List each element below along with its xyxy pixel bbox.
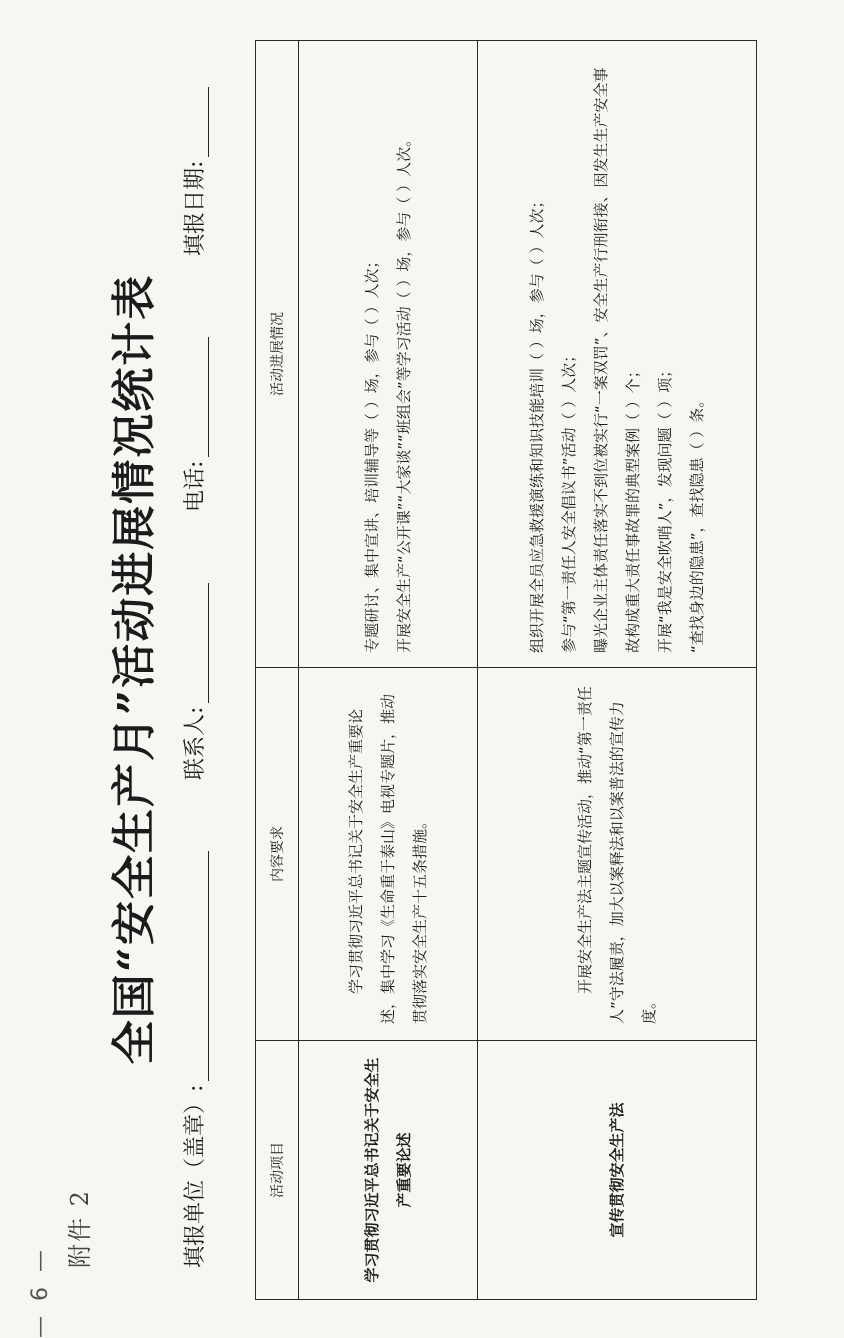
progress-table xyxy=(255,40,757,1300)
requirement-cell: 学习贯彻习近平总书记关于安全生产重要论述，集中学习《生命重于泰山》电视专题片，推动贯彻落实安全生产十五条措施。 xyxy=(299,668,478,1041)
page-title: 全国“安全生产月”活动进展情况统计表 xyxy=(109,273,160,1065)
table-header-row xyxy=(256,41,299,1300)
unit-blank[interactable] xyxy=(184,851,209,1081)
progress-line: 开展“我是安全吹哨人”，发现问题（ ）项； xyxy=(656,362,674,653)
contact-field xyxy=(178,583,209,780)
progress-line: 开展安全生产“公开课”“大家谈”“班组会”等学习活动（ ）场，参与（ ）人次。 xyxy=(395,131,413,653)
activity-item-cell: 学习贯彻习近平总书记关于安全生产重要论述 xyxy=(299,1041,478,1300)
attachment-label: 附件 2 xyxy=(66,1189,94,1268)
progress-line: 专题研讨、集中宣讲、培训辅导等（ ）场，参与（ ）人次； xyxy=(363,253,381,653)
requirement-cell: 开展安全生产法主题宣传活动，推动“第一责任人”守法履责，加大以案释法和以案普法的宣传力度。 xyxy=(478,668,757,1041)
progress-line: “查找身边的隐患”，查找隐患（ ）条。 xyxy=(688,392,706,653)
header-activity-item: 活动项目 xyxy=(256,1041,299,1300)
progress-cell[interactable] xyxy=(299,41,478,668)
page-number: — 6 — xyxy=(28,1246,53,1338)
unit-label: 填报单位（盖章）: xyxy=(183,1084,208,1268)
form-header xyxy=(178,78,218,1268)
table-row xyxy=(478,41,757,1300)
header-content-requirement: 内容要求 xyxy=(256,668,299,1041)
phone-blank[interactable] xyxy=(184,337,209,457)
progress-line: 曝光企业主体责任落实不到位被实行“一案双罚”、安全生产行刑衔接、因发生生产安全事故构成重大责任事故罪的典型案例（ ）个； xyxy=(592,67,642,653)
contact-label: 联系人: xyxy=(183,706,208,780)
date-label: 填报日期: xyxy=(183,160,208,256)
phone-label: 电话: xyxy=(183,460,208,512)
progress-line: 组织开展全员应急救援演练和知识技能培训（ ）场，参与（ ）人次； xyxy=(528,193,546,653)
date-field xyxy=(178,87,209,256)
unit-field xyxy=(178,851,209,1268)
activity-item-cell: 宣传贯彻安全生产法 xyxy=(478,1041,757,1300)
header-progress: 活动进展情况 xyxy=(256,41,299,668)
progress-cell[interactable] xyxy=(478,41,757,668)
phone-field xyxy=(178,337,209,512)
table-row xyxy=(299,41,478,1300)
progress-line: 参与“第一责任人安全倡议书”活动（ ）人次； xyxy=(560,347,578,653)
contact-blank[interactable] xyxy=(184,583,209,703)
date-blank[interactable] xyxy=(184,87,209,157)
